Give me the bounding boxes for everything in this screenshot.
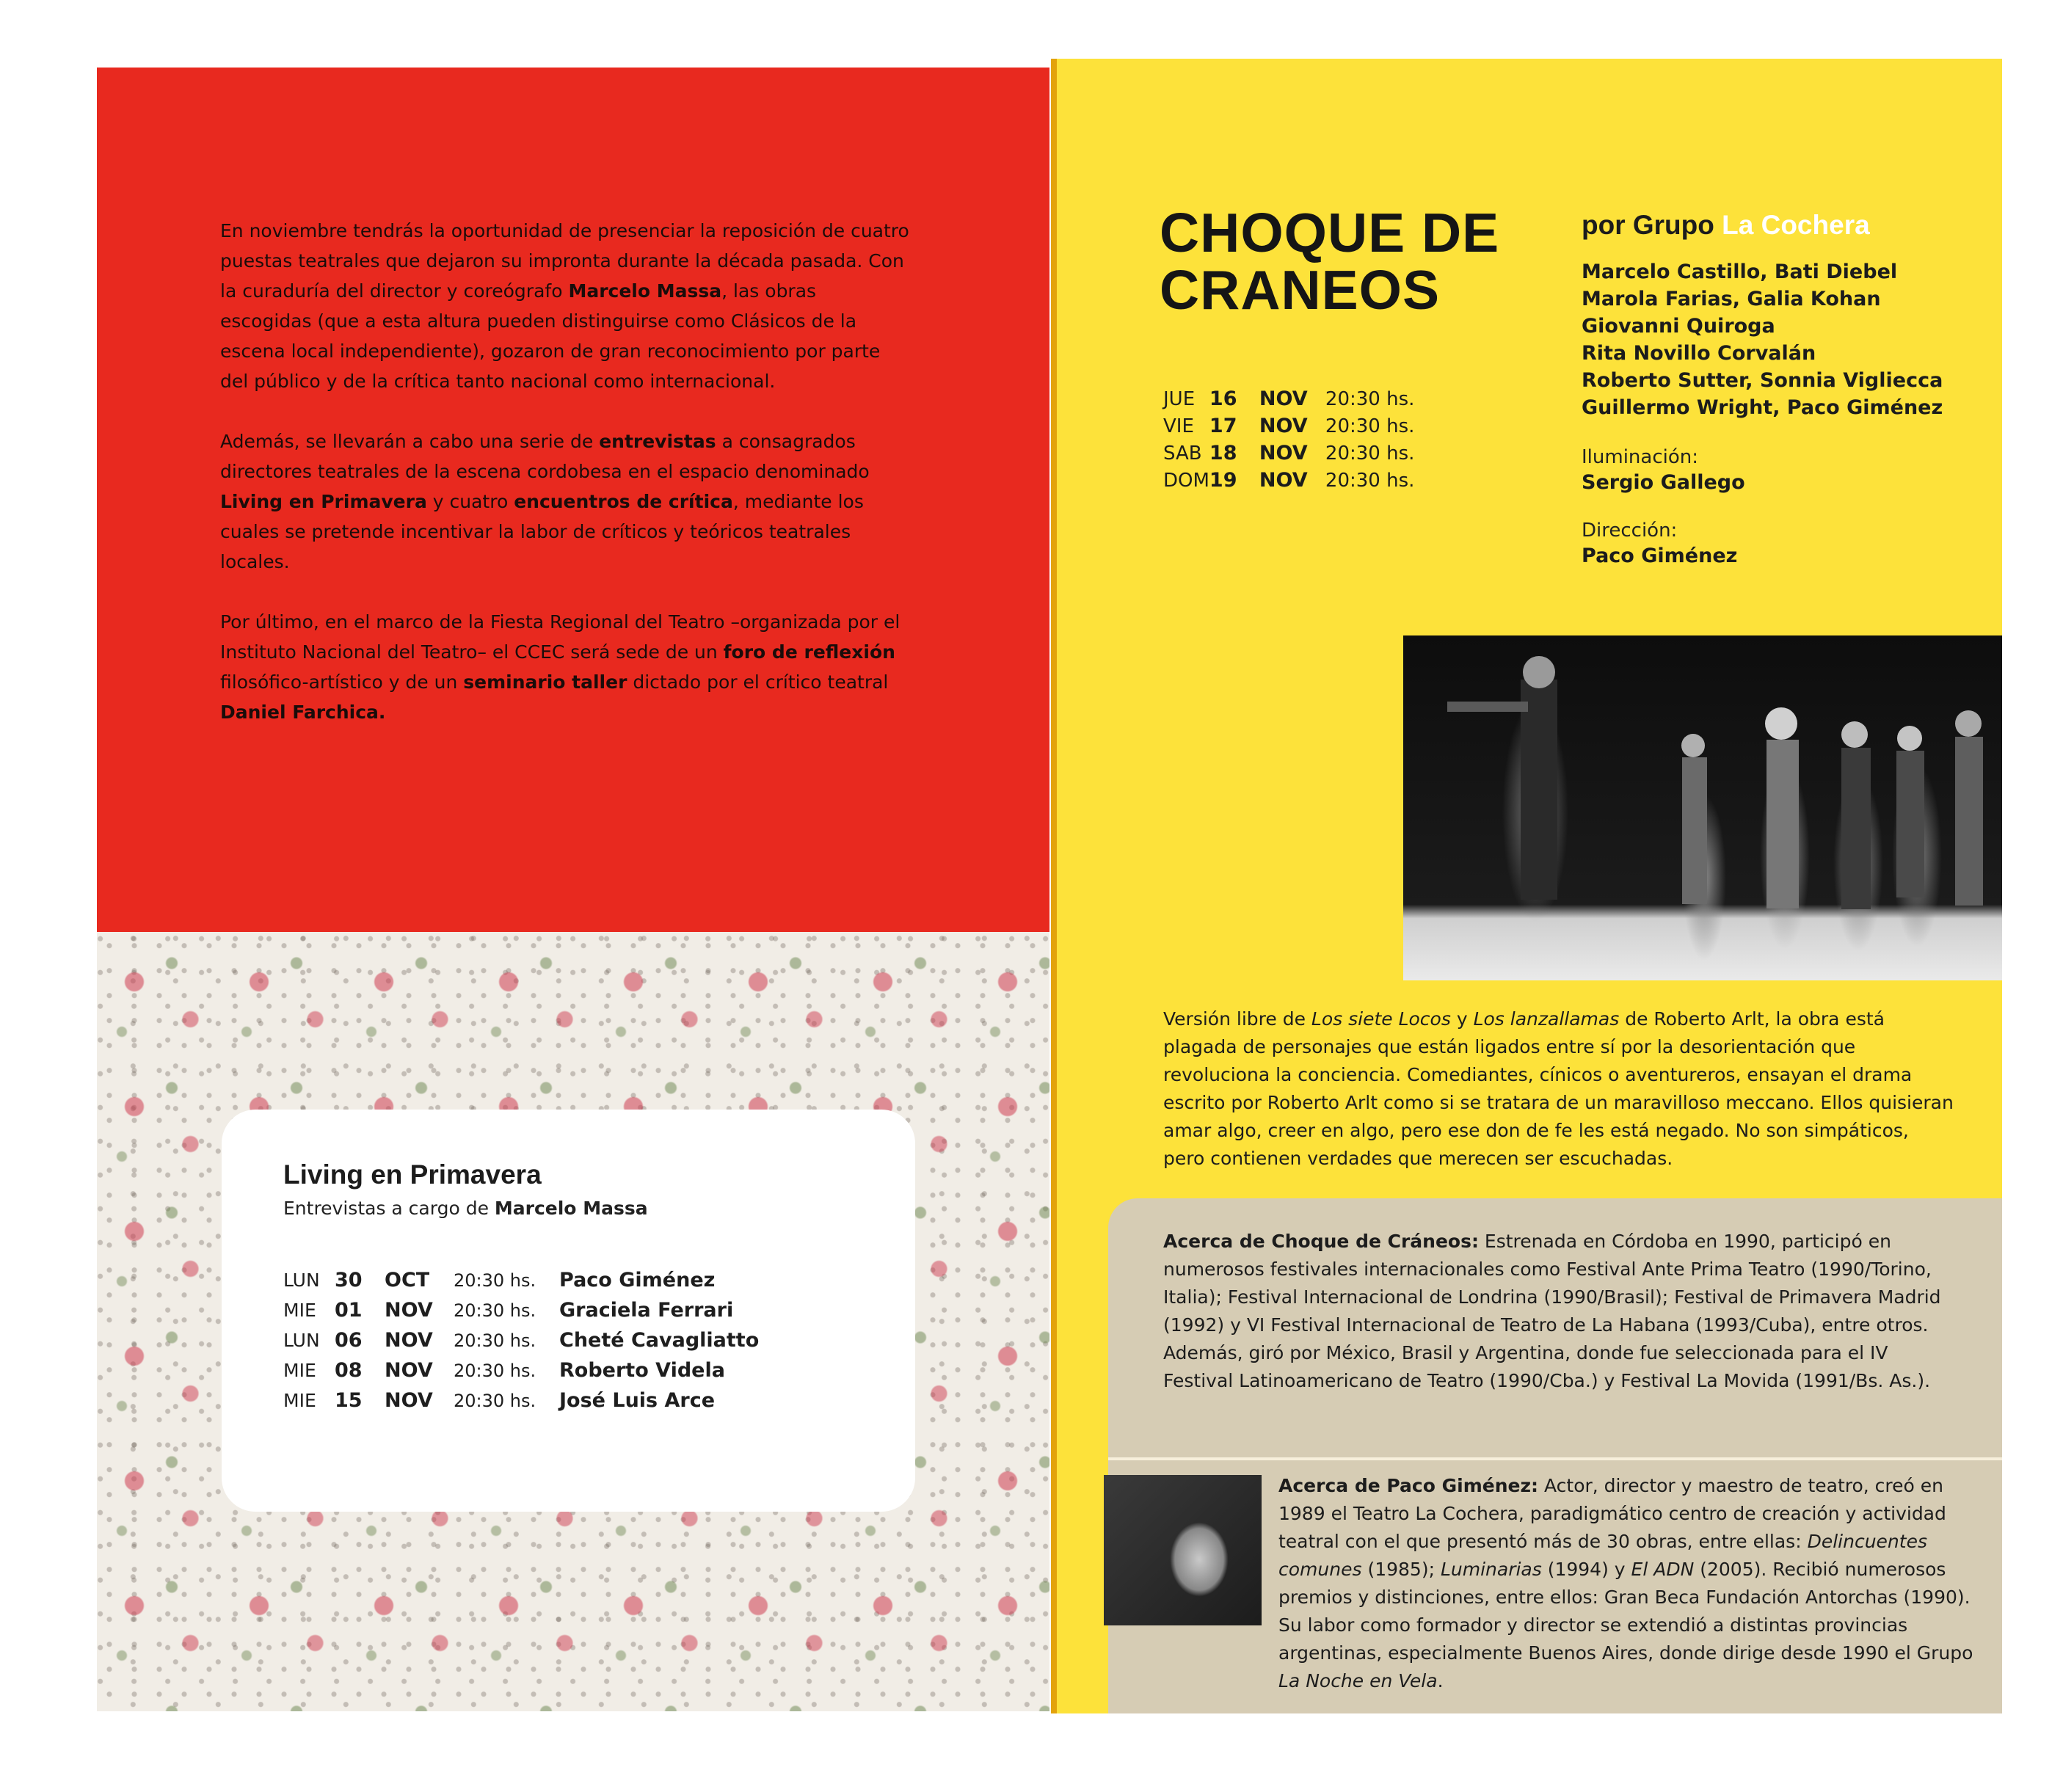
work-title: Luminarias [1440, 1559, 1542, 1580]
month: OCT [385, 1269, 430, 1292]
lighting-name: Sergio Gallego [1582, 471, 1745, 494]
day-number: 01 [335, 1299, 363, 1322]
living-row [283, 1325, 759, 1355]
synopsis [1163, 1005, 1956, 1173]
work-title: Delincuentes comunes [1278, 1531, 1927, 1580]
month: NOV [385, 1359, 433, 1382]
cast-line: Marcelo Castillo, Bati Diebel [1582, 261, 1898, 283]
play-title: CHOQUE DE CRANEOS [1160, 202, 1500, 321]
intro-paragraph-1 [220, 216, 910, 396]
month: NOV [1259, 442, 1308, 465]
book-title: Los siete Locos [1311, 1008, 1451, 1030]
text: de Roberto Arlt, la obra está plagada de personajes que están ligados entre sí por la desorientación que revoluciona la conciencia. Comediantes, cínicos o aventureros, ensayan el drama escrito por Roberto Arlt como si se tratara de un maravilloso meccano. Ellos quisieran amar algo, creer en algo, pero ese don de fe les está negado. No son simpáticos, pero contienen verdades que merecen ser escuchadas. [1163, 1008, 1954, 1169]
cast-line: Rita Novillo Corvalán [1582, 342, 1816, 365]
text: Entrevistas a cargo de [283, 1198, 495, 1219]
month: NOV [385, 1299, 433, 1322]
left-page [97, 68, 1049, 1711]
weekday: MIE [283, 1300, 316, 1321]
text: a consagrados directores teatrales de la escena cordobesa en el espacio denominado [220, 431, 870, 482]
day-number: 19 [1209, 469, 1237, 492]
guest-name: Paco Giménez [559, 1269, 716, 1292]
text: Versión libre de [1163, 1008, 1311, 1030]
weekday: LUN [283, 1330, 320, 1351]
living-schedule [283, 1265, 759, 1416]
time: 20:30 hs. [454, 1360, 536, 1381]
guest-name: Cheté Cavagliatto [559, 1329, 760, 1352]
day-number: 18 [1209, 442, 1237, 465]
about-paco [1278, 1472, 1987, 1695]
text: (2005). Recibió numerosos premios y distinciones, entre ellos: Gran Beca Fundación Antorchas (1990). Su labor como formador y director se extendió a distintas provincias argentinas, especialmente Buenos Aires, donde dirige desde 1990 el Grupo [1278, 1559, 1973, 1664]
cast-line: Guillermo Wright, Paco Giménez [1582, 396, 1943, 419]
director-portrait [1104, 1475, 1262, 1625]
text: , las obras escogidas (que a esta altura pueden distinguirse como Clásicos de la escena local independiente), gozaron de gran reconocimiento por parte del público y de la crítica tanto nacional como internacional. [220, 280, 881, 392]
text: Estrenada en Córdoba en 1990, participó en numerosos festivales internacionales como Festival Ante Prima Teatro (1990/Torino, Italia); Festival Internacional de Londrina (1990/Brasil); Festival de Primavera Madrid (1992) y VI Festival Internacional de Teatro de La Habana (1993/Cuba), entre otros. Además, giró por México, Brasil y Argentina, donde fue seleccionada para el IV Festival Latinoamericano de Teatro (1990/Cba.) y Festival La Movida (1991/Bs. As.). [1163, 1231, 1941, 1391]
intro-paragraph-2 [220, 426, 910, 577]
divider [1108, 1457, 2002, 1460]
play-schedule [1163, 385, 1414, 494]
day-number: 30 [335, 1269, 363, 1292]
day-number: 17 [1209, 415, 1237, 437]
text: dictado por el crítico teatral [627, 671, 889, 693]
text: por Grupo [1582, 210, 1722, 240]
about-choque [1163, 1228, 1956, 1395]
schedule-row [1163, 467, 1414, 494]
red-panel [97, 68, 1049, 932]
stage-photo-figures [1403, 635, 2002, 980]
month: NOV [1259, 469, 1308, 492]
living-row [283, 1385, 759, 1416]
time: 20:30 hs. [1325, 415, 1415, 437]
schedule-row [1163, 440, 1414, 467]
weekday: LUN [283, 1270, 320, 1291]
lighting-label: Iluminación: [1582, 446, 1698, 468]
cast-line: Giovanni Quiroga [1582, 315, 1775, 338]
schedule-row [1163, 412, 1414, 440]
month: NOV [385, 1389, 433, 1412]
company-name: La Cochera [1722, 210, 1870, 240]
text: (1985); [1361, 1559, 1441, 1580]
day-number: 08 [335, 1359, 363, 1382]
day-number: 15 [335, 1389, 363, 1412]
living-subtitle [283, 1198, 648, 1219]
time: 20:30 hs. [1325, 469, 1415, 492]
text: y [1450, 1008, 1474, 1030]
weekday: VIE [1163, 415, 1194, 437]
schedule-row [1163, 385, 1414, 412]
weekday: JUE [1163, 387, 1196, 410]
weekday: MIE [283, 1390, 316, 1411]
text: y cuatro [426, 491, 514, 512]
text: (1994) y [1541, 1559, 1631, 1580]
living-row [283, 1265, 759, 1295]
highlight: Living en Primavera [220, 491, 427, 512]
guest-name: Roberto Videla [559, 1359, 725, 1382]
highlight: entrevistas [599, 431, 716, 452]
about-box [1108, 1198, 2002, 1713]
group-name: La Noche en Vela [1278, 1670, 1438, 1691]
weekday: MIE [283, 1360, 316, 1381]
text: En noviembre tendrás la oportunidad de presenciar la reposición de cuatro puestas teatrales que dejaron su impronta durante la década pasada. Con la curaduría del director y coreógrafo [220, 220, 909, 302]
month: NOV [1259, 415, 1308, 437]
intro-text [220, 216, 910, 757]
fold-edge [1051, 59, 1057, 1713]
cast-line: Marola Farias, Galia Kohan [1582, 288, 1881, 310]
time: 20:30 hs. [454, 1390, 536, 1411]
stage-photo [1403, 635, 2002, 980]
month: NOV [385, 1329, 433, 1352]
text: Actor, director y maestro de teatro, creó en 1989 el Teatro La Cochera, paradigmático centro de creación y actividad teatral con el que presentó más de 30 obras, entre ellas: [1278, 1475, 1946, 1552]
text: , mediante los cuales se pretende incentivar la labor de críticos y teóricos teatrales locales. [220, 491, 864, 572]
living-title: Living en Primavera [283, 1159, 542, 1190]
book-title: Los lanzallamas [1473, 1008, 1620, 1030]
day-number: 16 [1209, 387, 1237, 410]
cast-line: Roberto Sutter, Sonnia Vigliecca [1582, 369, 1943, 392]
text: Además, se llevarán a cabo una serie de [220, 431, 600, 452]
critic-name: Daniel Farchica. [220, 702, 386, 723]
weekday: SAB [1163, 442, 1202, 465]
guest-name: Graciela Ferrari [559, 1299, 734, 1322]
about-paco-label: Acerca de Paco Giménez: [1278, 1475, 1539, 1496]
intro-paragraph-3 [220, 607, 910, 727]
living-row [283, 1355, 759, 1385]
month: NOV [1259, 387, 1308, 410]
highlight: seminario taller [463, 671, 627, 693]
living-row [283, 1295, 759, 1325]
day-number: 06 [335, 1329, 363, 1352]
cast-list [1582, 258, 1943, 421]
time: 20:30 hs. [454, 1300, 536, 1321]
time: 20:30 hs. [454, 1270, 536, 1291]
work-title: El ADN [1631, 1559, 1695, 1580]
time: 20:30 hs. [1325, 387, 1415, 410]
curator-name: Marcelo Massa [568, 280, 722, 302]
about-choque-label: Acerca de Choque de Cráneos: [1163, 1231, 1479, 1252]
living-card [222, 1110, 915, 1512]
host-name: Marcelo Massa [494, 1198, 648, 1219]
direction-label: Dirección: [1582, 520, 1678, 542]
highlight: foro de reflexión [723, 641, 895, 663]
highlight: encuentros de crítica [514, 491, 733, 512]
weekday: DOM [1163, 469, 1209, 492]
time: 20:30 hs. [454, 1330, 536, 1351]
direction-name: Paco Giménez [1582, 544, 1738, 567]
text: filosófico-artístico y de un [220, 671, 464, 693]
time: 20:30 hs. [1325, 442, 1415, 465]
guest-name: José Luis Arce [559, 1389, 716, 1412]
company-line [1582, 210, 1870, 241]
text: Por último, en el marco de la Fiesta Regional del Teatro –organizada por el Instituto Nacional del Teatro– el CCEC será sede de un [220, 611, 900, 663]
right-page [1057, 59, 2002, 1713]
text: . [1437, 1670, 1444, 1691]
